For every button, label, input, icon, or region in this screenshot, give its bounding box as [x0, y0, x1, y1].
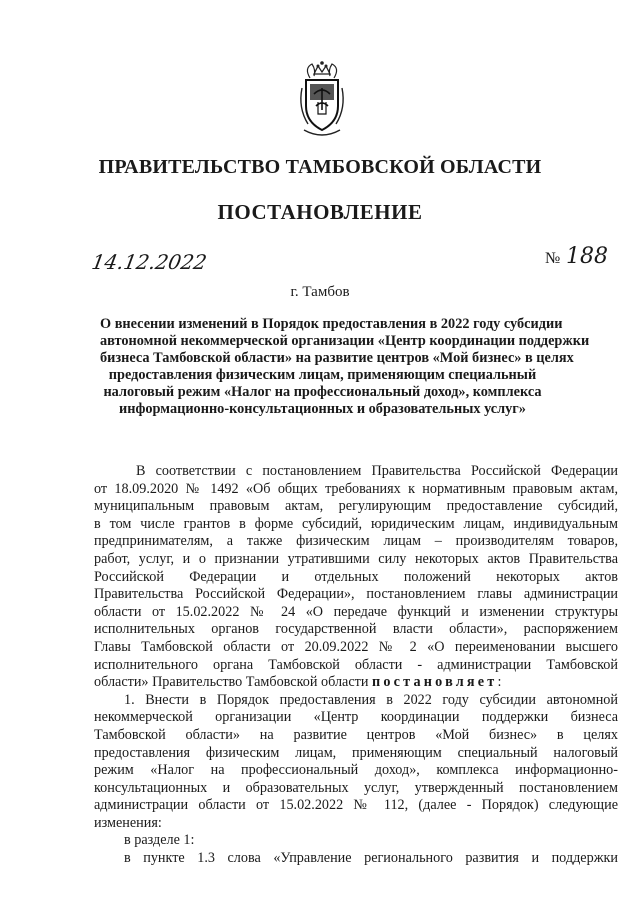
body-line: В соответствии с постановлением Правительства Российской Федерации — [136, 463, 618, 479]
number-label: № — [545, 250, 561, 267]
heading-line: бизнеса Тамбовской области» на развитие центров «Мой бизнес» в целях — [100, 350, 574, 366]
heading-line: предоставления физическим лицам, применяющим специальный — [108, 367, 537, 383]
decree-colon: : — [497, 674, 502, 691]
decree-line — [94, 674, 618, 692]
body-line: исполнительных органов государственной власти области», распоряжением — [94, 621, 618, 638]
item-line: режим «Налог на профессиональный доход», комплекса информационно- — [94, 762, 618, 779]
document-type: ПОСТАНОВЛЕНИЕ — [217, 200, 423, 224]
body-line: Российской Федерации и отдельных положений некоторых актов — [94, 568, 618, 585]
body-line: Правительства Российской Федерации», постановлением главы администрации — [94, 586, 618, 603]
decree-line-prefix: области» Правительство Тамбовской области — [94, 674, 369, 691]
body-line: Главы Тамбовской области от 20.09.2022 № 2 «О переименовании высшего — [94, 638, 618, 655]
body-line: от 18.09.2020 № 1492 «Об общих требованиях к нормативным правовым актам, — [94, 480, 618, 497]
resolution-heading — [100, 316, 590, 418]
heading-line: налоговый режим «Налог на профессиональный доход», комплекса — [103, 384, 542, 400]
heading-line: автономной некоммерческой организации «Центр координации поддержки — [100, 333, 590, 349]
item-line: Тамбовской области» на развитие центров «Мой бизнес» в целях — [94, 726, 618, 743]
decree-word: постановляет — [371, 674, 498, 691]
heading-line: информационно-консультационных и образовательных услуг» — [119, 401, 526, 417]
body-line: муниципальным правовым актам, регулирующим предоставление субсидий, — [94, 498, 618, 515]
item-line: изменения: — [94, 814, 162, 831]
resolution-body — [94, 463, 618, 868]
body-line: исполнительного органа Тамбовской области - администрации Тамбовской — [94, 656, 618, 673]
handwritten-date: 14.12.2022 — [89, 250, 209, 274]
item-line: администрации области от 15.02.2022 № 112, (далее - Порядок) следующие — [94, 797, 618, 814]
body-line: предпринимателям, а также физическим лицам – производителям товаров, — [94, 533, 618, 550]
coat-of-arms-emblem — [296, 58, 348, 140]
clause-line: в пункте 1.3 слова «Управление регионального развития и поддержки — [124, 850, 618, 867]
item-line: предоставления физическим лицам, применяющим специальный налоговый — [94, 744, 618, 761]
handwritten-number: 188 — [566, 244, 608, 269]
body-line: области от 15.02.2022 № 24 «О передаче функций и изменении структуры — [94, 603, 618, 620]
city-line: г. Тамбов — [290, 284, 350, 300]
item-line: некоммерческой организации «Центр координации поддержки бизнеса — [94, 709, 618, 726]
body-line: работ, услуг, и о признании утратившими силу некоторых актов Правительства — [94, 550, 618, 567]
item-line: 1. Внести в Порядок предоставления в 2022 году субсидии автономной — [124, 691, 618, 708]
body-line: в том числе грантов в форме субсидий, юридическим лицам, индивидуальным — [94, 515, 618, 532]
section-line: в разделе 1: — [124, 832, 195, 849]
heading-line: О внесении изменений в Порядок предоставления в 2022 году субсидии — [100, 316, 563, 332]
item-line: консультационных и образовательных услуг, утвержденный постановлением — [94, 779, 618, 796]
government-title: ПРАВИТЕЛЬСТВО ТАМБОВСКОЙ ОБЛАСТИ — [98, 156, 542, 178]
